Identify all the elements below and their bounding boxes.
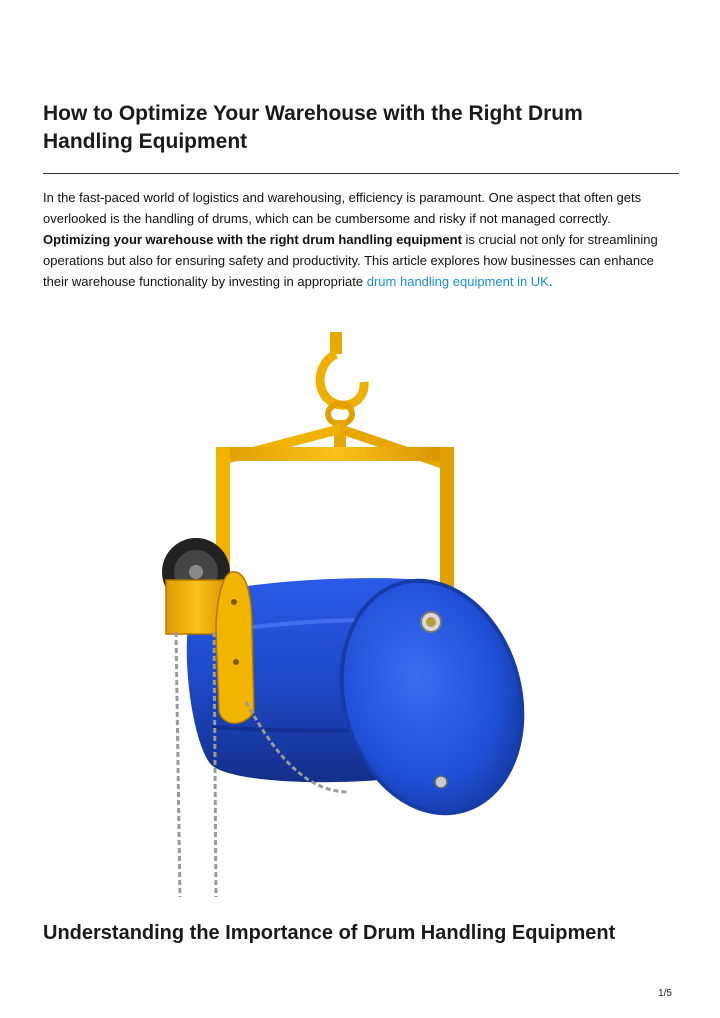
drum-handling-link[interactable]: drum handling equipment in UK xyxy=(366,274,549,289)
crane-hook-icon xyxy=(320,332,364,424)
intro-paragraph xyxy=(43,187,679,292)
lifting-frame xyxy=(216,420,454,592)
drum-lifter-image xyxy=(134,332,540,902)
intro-text-2: is crucial not only for streamlining operations but also for ensuring safety and productivity. This article explores how businesses can enhance their warehouse functionality by investing in appropriate xyxy=(43,232,658,289)
page-number: 1/5 xyxy=(658,988,672,999)
article-title: How to Optimize Your Warehouse with the Right Drum Handling Equipment xyxy=(43,102,583,153)
intro-text-end: . xyxy=(548,274,553,289)
title-divider xyxy=(43,173,679,174)
section-heading: Understanding the Importance of Drum Handling Equipment xyxy=(43,922,616,944)
intro-bold-text: Optimizing your warehouse with the right drum handling equipment xyxy=(43,232,462,247)
intro-text-1: In the fast-paced world of logistics and warehousing, efficiency is paramount. One aspect that often gets overlooked is the handling of drums, which can be cumbersome and risky if not managed correctly. xyxy=(43,190,642,226)
